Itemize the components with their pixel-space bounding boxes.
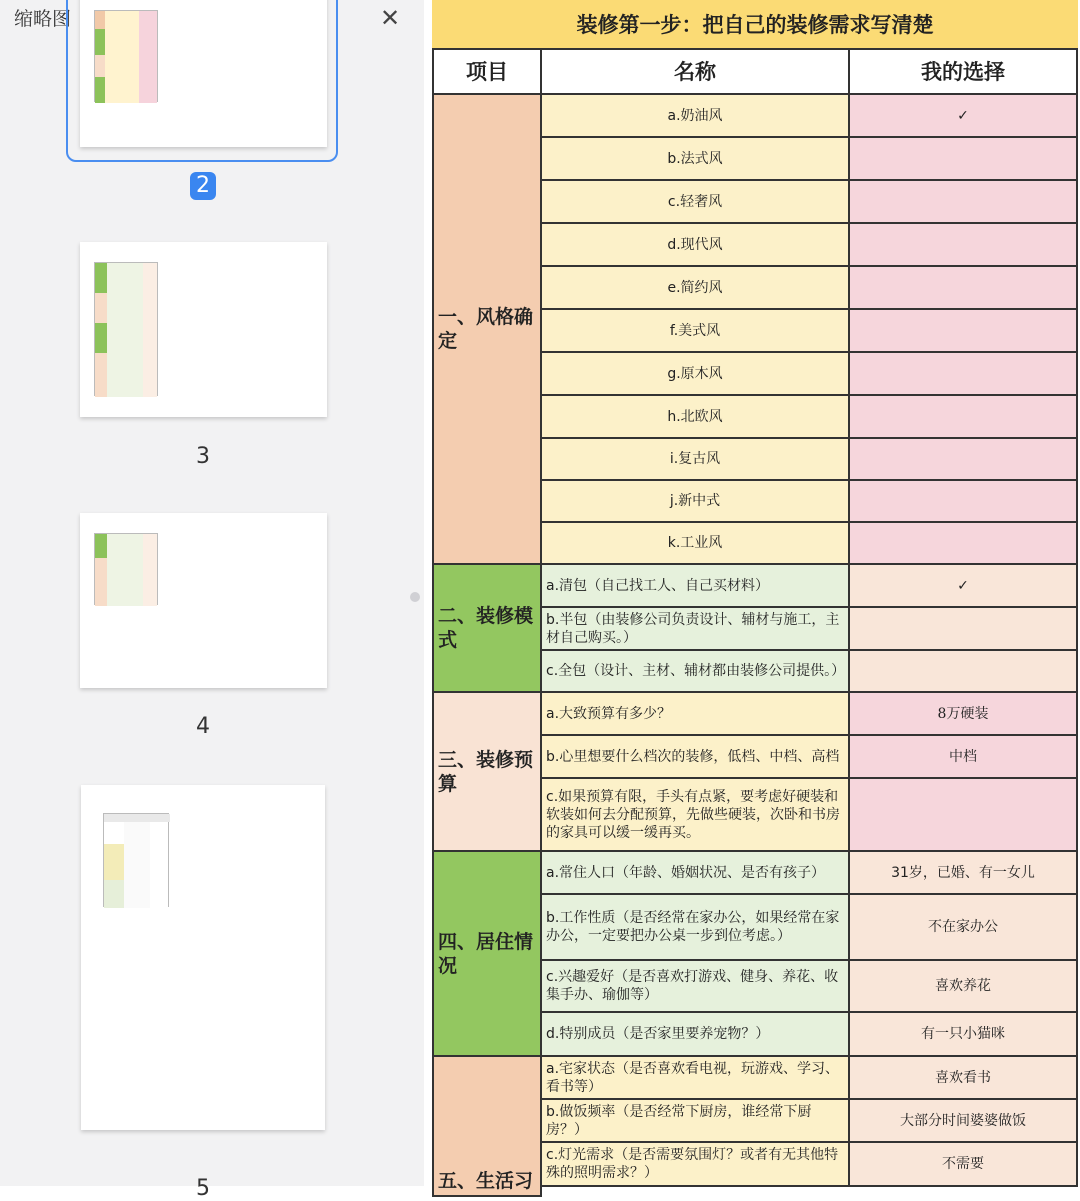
option-name: a.常住人口（年龄、婚姻状况、是否有孩子） [542, 852, 850, 895]
header-choice: 我的选择 [850, 50, 1078, 95]
page-number-4[interactable]: 4 [196, 714, 210, 739]
table-row [542, 693, 1080, 736]
thumbnail-panel [0, 0, 424, 1201]
option-choice[interactable] [850, 310, 1078, 353]
option-choice[interactable]: 不在家办公 [850, 895, 1078, 961]
table-row [542, 1057, 1080, 1100]
option-name: a.大致预算有多少？ [542, 693, 850, 736]
option-name: c.如果预算有限，手头有点紧，要考虑好硬装和软装如何去分配预算，先做些硬装，次卧和书房的家具可以缓一缓再买。 [542, 779, 850, 852]
option-choice[interactable] [850, 396, 1078, 439]
table-row [542, 565, 1080, 608]
option-choice[interactable]: 喜欢养花 [850, 961, 1078, 1013]
option-choice[interactable] [850, 651, 1078, 693]
page-thumbnail-2[interactable] [80, 0, 327, 147]
table-row [542, 181, 1080, 224]
table-row [542, 396, 1080, 439]
page-number-3[interactable]: 3 [196, 444, 210, 469]
sheet-title: 装修第一步：把自己的装修需求写清楚 [432, 0, 1078, 50]
table-row [542, 138, 1080, 181]
table-row [542, 779, 1080, 852]
option-name: d.现代风 [542, 224, 850, 267]
page-number-2[interactable]: 2 [190, 172, 216, 200]
option-choice[interactable]: 喜欢看书 [850, 1057, 1078, 1100]
page-thumbnail-5[interactable] [81, 785, 325, 1130]
option-choice[interactable] [850, 523, 1078, 565]
option-name: e.简约风 [542, 267, 850, 310]
option-choice[interactable] [850, 779, 1078, 852]
option-choice[interactable]: 8万硬装 [850, 693, 1078, 736]
table-row [542, 961, 1080, 1013]
option-choice[interactable] [850, 267, 1078, 310]
option-name: a.清包（自己找工人、自己买材料） [542, 565, 850, 608]
option-name: i.复古风 [542, 439, 850, 481]
option-name: b.做饭频率（是否经常下厨房，谁经常下厨房？） [542, 1100, 850, 1143]
option-name: g.原木风 [542, 353, 850, 396]
table-row [542, 267, 1080, 310]
category-mode: 二、装修模式 [432, 565, 542, 693]
table-row [542, 1013, 1080, 1057]
header-name: 名称 [542, 50, 850, 95]
option-choice[interactable] [850, 224, 1078, 267]
table-row [542, 353, 1080, 396]
table-row [542, 852, 1080, 895]
table-row [542, 736, 1080, 779]
table-row [542, 523, 1080, 565]
option-choice[interactable] [850, 481, 1078, 523]
category-budget: 三、装修预算 [432, 693, 542, 852]
category-habits: 五、生活习 [432, 1057, 542, 1197]
table-row [542, 651, 1080, 693]
option-name: c.轻奢风 [542, 181, 850, 224]
option-choice[interactable] [850, 608, 1078, 651]
table-row [542, 481, 1080, 523]
option-name: b.心里想要什么档次的装修，低档、中档、高档 [542, 736, 850, 779]
spreadsheet-page [432, 0, 1080, 1192]
page-thumbnail-3[interactable] [80, 242, 327, 417]
option-name: c.兴趣爱好（是否喜欢打游戏、健身、养花、收集手办、瑜伽等） [542, 961, 850, 1013]
table-row [542, 608, 1080, 651]
option-name: c.灯光需求（是否需要氛围灯？或者有无其他特殊的照明需求？） [542, 1143, 850, 1187]
page-number-5[interactable]: 5 [196, 1176, 210, 1201]
table-row [542, 895, 1080, 961]
table-row [542, 224, 1080, 267]
close-icon[interactable]: ✕ [379, 4, 401, 32]
option-choice[interactable]: ✓ [850, 95, 1078, 138]
table-row [542, 1143, 1080, 1187]
table-row [542, 310, 1080, 353]
option-name: a.宅家状态（是否喜欢看电视，玩游戏、学习、看书等） [542, 1057, 850, 1100]
option-choice[interactable]: 有一只小猫咪 [850, 1013, 1078, 1057]
option-choice[interactable] [850, 353, 1078, 396]
option-choice[interactable] [850, 181, 1078, 224]
page-thumbnail-4[interactable] [80, 513, 327, 688]
category-style: 一、风格确定 [432, 95, 542, 565]
option-name: b.工作性质（是否经常在家办公，如果经常在家办公，一定要把办公桌一步到位考虑。） [542, 895, 850, 961]
option-choice[interactable]: 不需要 [850, 1143, 1078, 1187]
option-choice[interactable]: 中档 [850, 736, 1078, 779]
option-name: c.全包（设计、主材、辅材都由装修公司提供。） [542, 651, 850, 693]
option-name: j.新中式 [542, 481, 850, 523]
option-choice[interactable]: 大部分时间婆婆做饭 [850, 1100, 1078, 1143]
category-living: 四、居住情况 [432, 852, 542, 1057]
option-choice[interactable] [850, 439, 1078, 481]
option-name: b.法式风 [542, 138, 850, 181]
panel-title: 缩略图 [14, 8, 72, 30]
table-row [542, 95, 1080, 138]
option-choice[interactable]: 31岁，已婚、有一女儿 [850, 852, 1078, 895]
panel-resize-handle[interactable] [410, 592, 420, 602]
option-name: a.奶油风 [542, 95, 850, 138]
option-choice[interactable] [850, 138, 1078, 181]
option-name: k.工业风 [542, 523, 850, 565]
option-name: h.北欧风 [542, 396, 850, 439]
option-name: f.美式风 [542, 310, 850, 353]
header-item: 项目 [432, 50, 542, 95]
table-row [542, 439, 1080, 481]
table-row [542, 1100, 1080, 1143]
option-name: b.半包（由装修公司负责设计、辅材与施工，主材自己购买。） [542, 608, 850, 651]
option-name: d.特别成员（是否家里要养宠物？） [542, 1013, 850, 1057]
option-choice[interactable]: ✓ [850, 565, 1078, 608]
